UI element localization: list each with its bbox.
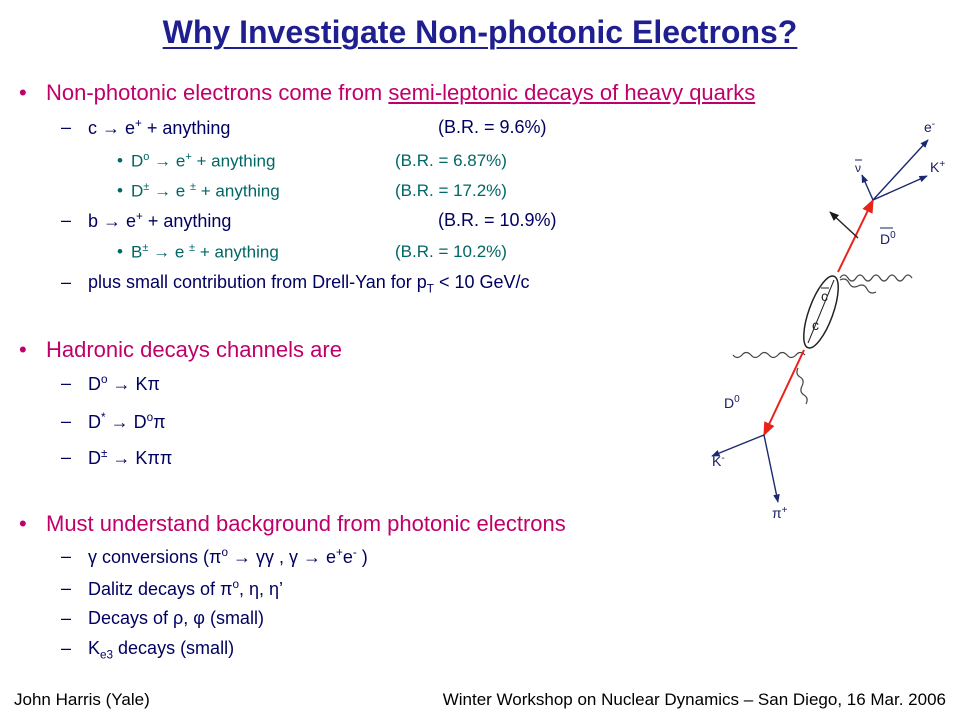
bullet-nonphotonic: • Non-photonic electrons come from semi-leptonic decays of heavy quarks — [19, 80, 756, 105]
e-minus-label: e- — [924, 119, 936, 135]
item-charm-decay: – c → e+ + anything (B.R. = 9.6%) — [61, 117, 547, 138]
item-dpm-decay: • D± → e ± + anything (B.R. = 17.2%) — [117, 181, 507, 201]
item-dpm-kpipi: – D± → Kππ — [61, 447, 173, 468]
gluon-right — [840, 279, 876, 293]
c-bar-label: c — [821, 288, 828, 304]
item-ke3-decays: – $K_{e3}$ decays (small) — [61, 638, 235, 662]
gluon-lower-right — [797, 368, 807, 404]
short-track — [830, 212, 858, 238]
bullet-marker: • — [19, 511, 27, 536]
underlined-phrase: semi-leptonic decays of heavy quarks — [388, 80, 756, 105]
k-plus-label: K+ — [930, 159, 946, 175]
c-label: c — [812, 317, 819, 333]
bullet-marker: • — [19, 337, 27, 362]
d0-bottom-label: $D^0$ — [724, 394, 740, 411]
item-rho-phi-decays: – Decays of ρ, φ (small) — [61, 608, 264, 628]
nu-bar-label: ν — [855, 161, 861, 175]
pi-plus-label: π+ — [772, 505, 788, 520]
bullet-marker: • — [19, 80, 27, 105]
decay-diagram — [690, 100, 960, 520]
item-d0-decay: • $D^o \to e^+$ + anything (B.R. = 6.87%) — [117, 151, 507, 171]
nu-bar-track — [862, 175, 873, 200]
item-dalitz-decays: – Dalitz decays of $\pi^o$, η, η’ — [61, 578, 284, 599]
slide-title: Why Investigate Non-photonic Electrons? — [162, 14, 798, 50]
footer-author: John Harris (Yale) — [14, 690, 150, 709]
item-bottom-decay: – b → e+ + anything (B.R. = 10.9%) — [61, 210, 557, 231]
footer-event: Winter Workshop on Nuclear Dynamics – San Diego, 16 Mar. 2006 — [442, 690, 946, 709]
item-drell-yan: – plus small contribution from Drell-Yan for $p_T < 10$ GeV/c — [61, 272, 530, 296]
bullet-photonic-background: • Must understand background from photonic electrons — [19, 511, 566, 536]
bullet-hadronic: • Hadronic decays channels are — [19, 337, 342, 362]
d0-top-label: $D^0$ — [880, 230, 896, 247]
gluon-upper — [840, 275, 912, 281]
item-d0-kpi: – $D^o \to K\pi$ — [61, 373, 160, 394]
k-plus-track — [873, 176, 927, 200]
pi-plus-track — [764, 435, 778, 502]
e-minus-track — [873, 140, 928, 200]
d0-bottom-track — [764, 350, 804, 435]
k-minus-label: K- — [712, 453, 725, 469]
item-gamma-conversions: – γ conversions ($\pi^o \to \gamma\gamma$ , γ → e+e- ) — [61, 546, 368, 567]
item-dstar-d0pi: – $D^* \to D^o\pi$ — [61, 411, 166, 432]
item-bpm-decay: • B± → e ± + anything (B.R. = 10.2%) — [117, 242, 507, 262]
gluon-lower — [733, 353, 805, 358]
